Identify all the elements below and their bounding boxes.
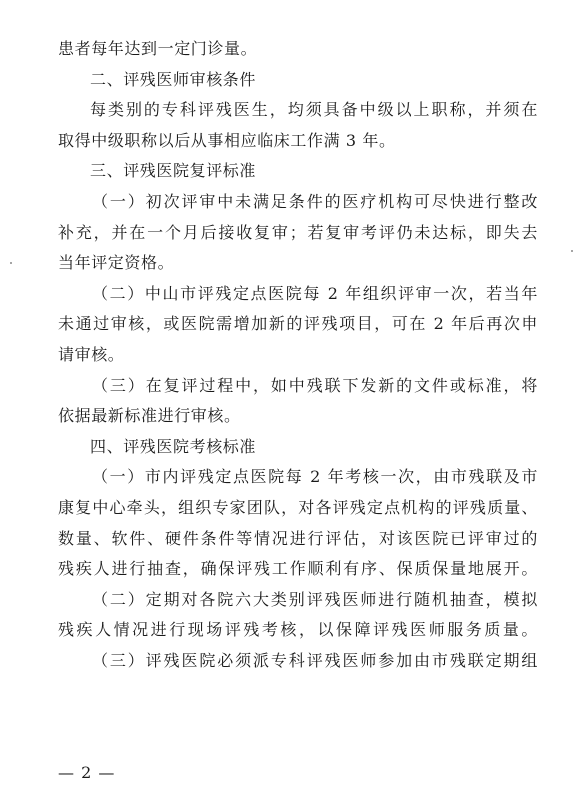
text-line: （二）中山市评残定点医院每 2 年组织评审一次，若当年 [92, 283, 538, 303]
text-line: 每类别的专科评残医生，均须具备中级以上职称，并须在 [90, 100, 538, 120]
text-line: 康复中心牵头，组织专家团队，对各评残定点机构的评残质量、 [58, 497, 538, 517]
section-heading: 二、评残医师审核条件 [90, 69, 257, 89]
scan-speck [10, 262, 12, 264]
text-line: 依据最新标准进行审核。 [58, 406, 241, 426]
text-line: 数量、软件、硬件条件等情况进行评估，对该医院已评审过的 [58, 528, 538, 548]
text-line: 当年评定资格。 [58, 253, 175, 273]
text-line: （一）市内评残定点医院每 2 年考核一次，由市残联及市 [92, 467, 538, 487]
text-line: 未通过审核，或医院需增加新的评残项目，可在 2 年后再次申 [58, 314, 538, 334]
document-body [58, 34, 538, 676]
text-line: （二）定期对各院六大类别评残医师进行随机抽查，模拟 [92, 589, 538, 609]
section-heading: 三、评残医院复评标准 [90, 161, 257, 181]
text-line: 残疾人情况进行现场评残考核，以保障评残医师服务质量。 [58, 620, 538, 640]
text-line: 取得中级职称以后从事相应临床工作满 3 年。 [58, 130, 396, 150]
text-line: （三）在复评过程中，如中残联下发新的文件或标准，将 [92, 375, 538, 395]
text-line: 残疾人进行抽查，确保评残工作顺利有序、保质保量地展开。 [58, 559, 538, 579]
text-line: （一）初次评审中未满足条件的医疗机构可尽快进行整改 [92, 191, 538, 211]
section-heading: 四、评残医院考核标准 [90, 436, 257, 456]
text-line: 补充，并在一个月后接收复审；若复审考评仍未达标，即失去 [58, 222, 538, 242]
page-number: — 2 — [58, 763, 116, 782]
text-line: （三）评残医院必须派专科评残医师参加由市残联定期组 [92, 650, 538, 670]
scan-speck [571, 250, 573, 252]
text-line: 患者每年达到一定门诊量。 [58, 39, 258, 58]
text-line: 请审核。 [58, 344, 125, 364]
